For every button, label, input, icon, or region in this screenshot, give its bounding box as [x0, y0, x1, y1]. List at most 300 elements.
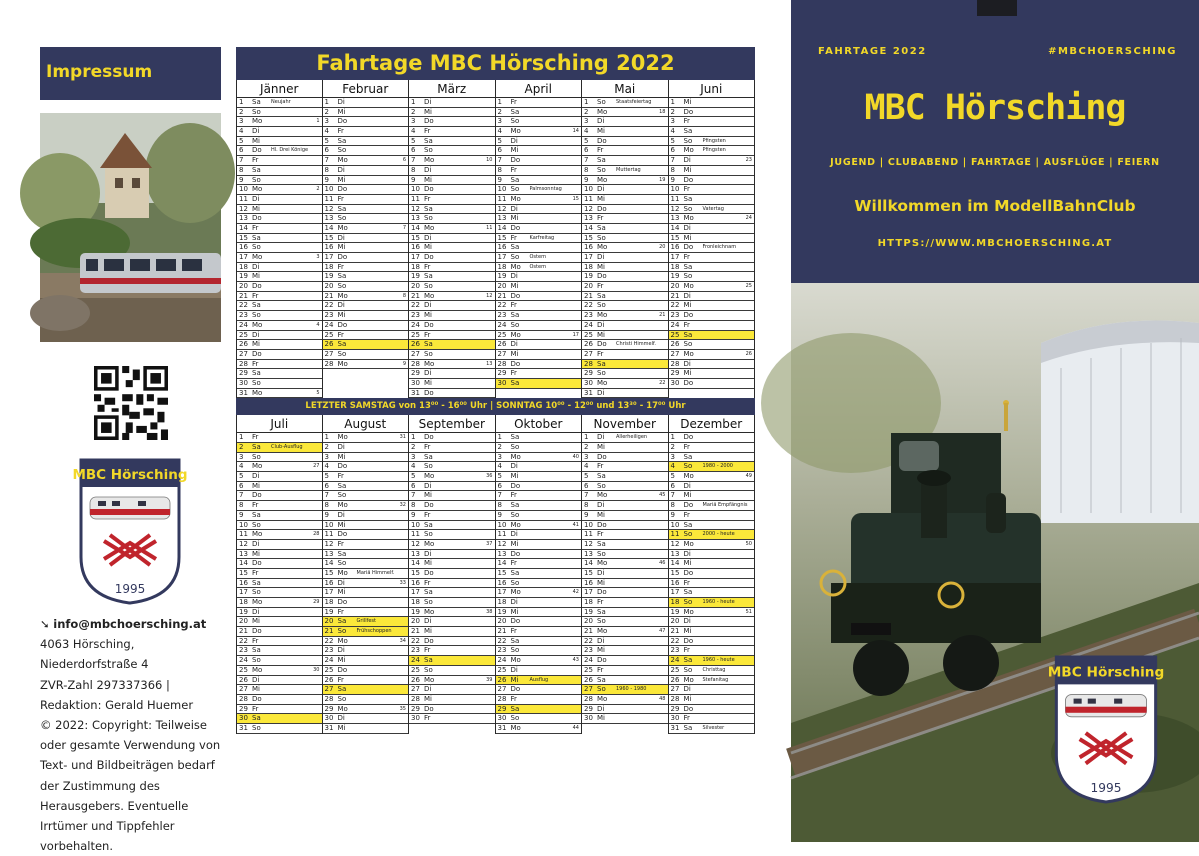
day-event: Stefanitag: [702, 676, 729, 683]
day-number: 13: [584, 214, 593, 223]
day-row: [237, 369, 322, 379]
day-row: [669, 156, 755, 166]
weekday: Fr: [337, 262, 344, 271]
weekday: Mi: [597, 510, 605, 519]
weekday: Di: [252, 127, 260, 136]
cover-hashtag: #MBCHOERSCHING: [1048, 46, 1177, 57]
day-number: 16: [584, 578, 593, 587]
weekday: Mo: [337, 291, 348, 300]
day-number: 2: [497, 107, 502, 116]
month-märz: [409, 80, 496, 398]
day-row: [582, 482, 668, 492]
weekday: So: [510, 714, 520, 723]
day-row: [323, 350, 409, 360]
weekday: Di: [252, 472, 260, 481]
day-event: Frühschoppen: [356, 628, 392, 635]
day-number: 22: [584, 301, 593, 310]
weekday: Mi: [252, 617, 260, 626]
day-row: [669, 166, 755, 176]
week-number: 27: [313, 463, 320, 470]
day-number: 8: [411, 165, 416, 174]
day-number: 21: [239, 291, 248, 300]
day-number: 16: [239, 578, 248, 587]
day-row: [669, 176, 755, 186]
day-number: 17: [584, 253, 593, 261]
weekday: Sa: [252, 578, 261, 587]
day-row: [582, 350, 668, 360]
day-number: 5: [239, 472, 244, 481]
day-row: [582, 550, 668, 560]
weekday: Mo: [252, 388, 263, 397]
day-number: 21: [584, 627, 593, 636]
weekday: Do: [683, 243, 694, 252]
day-number: 11: [497, 194, 507, 203]
day-row: [323, 166, 409, 176]
day-row: [496, 146, 582, 156]
weekday: Di: [424, 481, 432, 490]
day-number: 2: [411, 443, 416, 451]
day-row: [582, 340, 668, 350]
day-row: [323, 156, 409, 166]
day-number: 14: [584, 559, 593, 568]
day-number: 17: [239, 253, 248, 261]
day-number: 13: [497, 549, 507, 558]
weekday: Do: [683, 433, 694, 442]
day-number: 28: [670, 359, 680, 368]
day-number: 4: [497, 127, 502, 136]
weekday: Mi: [597, 646, 605, 655]
day-row: [582, 205, 668, 215]
weekday: So: [424, 214, 433, 223]
day-event: Allerheiligen: [616, 434, 648, 441]
day-row: [409, 462, 495, 472]
day-row: [409, 637, 495, 647]
day-row: [582, 379, 668, 389]
day-number: 11: [324, 194, 334, 203]
day-number: 6: [670, 481, 675, 490]
day-number: 20: [324, 282, 334, 291]
day-number: 6: [497, 481, 502, 490]
month-juni: [669, 80, 756, 398]
day-number: 13: [497, 214, 507, 223]
weekday: Mo: [252, 598, 263, 606]
week-number: 30: [313, 666, 320, 673]
weekday: Mo: [597, 627, 608, 636]
weekday: So: [683, 530, 693, 539]
day-row: [237, 234, 322, 244]
weekday: Sa: [510, 704, 520, 713]
weekday: Di: [510, 598, 518, 606]
weekday: Mo: [424, 675, 435, 684]
weekday: Mo: [337, 501, 348, 510]
day-number: 12: [411, 204, 420, 213]
day-row: [582, 443, 668, 453]
day-row: [669, 282, 755, 292]
weekday: So: [424, 146, 433, 155]
weekday: Do: [424, 568, 434, 577]
day-row: [237, 340, 322, 350]
day-row: [582, 117, 668, 127]
weekday: Mo: [424, 607, 435, 616]
weekday: Sa: [597, 156, 606, 165]
day-event: 1980 - 2000: [702, 463, 733, 470]
weekday: Di: [510, 340, 518, 349]
day-row: [323, 501, 409, 511]
day-row: [323, 462, 409, 472]
day-row: [669, 501, 755, 511]
day-row: [409, 292, 495, 302]
weekday: So: [424, 530, 433, 539]
day-row: [237, 569, 322, 579]
week-number: 45: [659, 492, 666, 499]
weekday: Do: [424, 253, 434, 261]
day-number: 22: [670, 636, 680, 645]
day-number: 18: [584, 262, 593, 271]
day-number: 28: [239, 694, 248, 703]
day-row: [669, 253, 755, 263]
day-row: [496, 646, 582, 656]
weekday: Do: [337, 185, 348, 194]
weekday: Di: [597, 388, 605, 397]
day-number: 12: [239, 204, 248, 213]
day-number: 8: [411, 501, 416, 510]
day-row: [582, 389, 668, 399]
day-number: 15: [670, 568, 680, 577]
day-number: 4: [670, 127, 675, 136]
day-number: 30: [411, 378, 420, 387]
day-number: 30: [584, 378, 593, 387]
weekday: Di: [683, 291, 691, 300]
weekday: So: [510, 185, 520, 194]
weekday: Sa: [252, 369, 261, 378]
day-row: [496, 559, 582, 569]
day-row: [496, 569, 582, 579]
weekday: Fr: [510, 491, 517, 500]
day-row: [237, 301, 322, 311]
contact-email[interactable]: info@mbchoersching.at: [53, 617, 207, 631]
day-number: 28: [411, 694, 420, 703]
day-number: 9: [239, 510, 244, 519]
day-row: [496, 530, 582, 540]
day-number: 18: [411, 262, 420, 271]
calendar-title: Fahrtage MBC Hörsching 2022: [236, 47, 755, 80]
day-row: [496, 205, 582, 215]
day-event: Mariä Empfängnis: [702, 502, 748, 509]
day-row: [323, 253, 409, 263]
day-number: 27: [324, 685, 334, 694]
day-row: [496, 253, 582, 263]
day-number: 18: [497, 262, 507, 271]
weekday: Mo: [510, 127, 521, 136]
day-row: [669, 146, 755, 156]
day-row: [237, 676, 322, 686]
weekday: Sa: [424, 588, 433, 597]
day-row: [496, 598, 582, 608]
day-number: 28: [584, 694, 593, 703]
day-row: [582, 243, 668, 253]
day-row: [582, 234, 668, 244]
day-row: [409, 579, 495, 589]
cover-url[interactable]: HTTPS://WWW.MBCHOERSCHING.AT: [877, 238, 1113, 249]
day-row: [409, 521, 495, 531]
day-row: [669, 243, 755, 253]
day-event: Pfingsten: [702, 137, 726, 144]
weekday: So: [424, 282, 433, 291]
weekday: Fr: [424, 646, 431, 655]
weekday: Mo: [337, 223, 348, 232]
day-row: [323, 443, 409, 453]
month-header: November: [582, 415, 668, 433]
day-row: [669, 579, 755, 589]
day-number: 29: [324, 704, 334, 713]
day-row: [669, 234, 755, 244]
weekday: Sa: [510, 107, 520, 116]
day-row: [582, 185, 668, 195]
weekday: Do: [597, 272, 607, 281]
day-number: 20: [497, 617, 507, 626]
weekday: Di: [252, 607, 260, 616]
day-row: [237, 530, 322, 540]
day-row: [409, 685, 495, 695]
day-number: 29: [497, 369, 507, 378]
week-number: 41: [572, 521, 579, 528]
week-number: 39: [486, 676, 493, 683]
day-row: [496, 491, 582, 501]
day-row: [409, 608, 495, 618]
day-row: [669, 491, 755, 501]
day-number: 7: [324, 491, 329, 500]
day-number: 11: [670, 530, 680, 539]
weekday: Mi: [252, 340, 260, 349]
day-row: [409, 588, 495, 598]
day-row: [669, 608, 755, 618]
day-row: [669, 521, 755, 531]
month-header: Dezember: [669, 415, 755, 433]
day-number: 4: [411, 462, 416, 471]
weekday: Di: [337, 165, 345, 174]
day-row: [237, 321, 322, 331]
weekday: Di: [337, 510, 345, 519]
day-number: 28: [497, 359, 507, 368]
day-number: 4: [411, 127, 416, 136]
weekday: Sa: [337, 549, 347, 558]
cover-panel: [791, 0, 1199, 842]
weekday: Mi: [424, 694, 432, 703]
day-number: 20: [497, 282, 507, 291]
weekday: Mo: [597, 175, 608, 184]
weekday: Sa: [683, 262, 693, 271]
day-number: 9: [584, 510, 589, 519]
day-row: [669, 108, 755, 118]
day-row: [669, 472, 755, 482]
week-number: 46: [659, 560, 666, 567]
cover-year-label: FAHRTAGE 2022: [818, 46, 927, 57]
weekday: Fr: [424, 262, 431, 271]
weekday: Mi: [510, 472, 519, 481]
weekday: Do: [683, 704, 694, 713]
day-row: [237, 511, 322, 521]
weekday: Fr: [424, 714, 431, 723]
day-number: 29: [411, 369, 420, 378]
day-event: Silvester: [702, 724, 725, 731]
day-row: [496, 637, 582, 647]
day-number: 17: [584, 588, 593, 597]
day-row: [669, 379, 755, 389]
day-number: 27: [497, 685, 507, 694]
day-row: [237, 253, 322, 263]
day-number: 16: [324, 578, 334, 587]
weekday: Mo: [424, 223, 435, 232]
weekday: Sa: [252, 510, 261, 519]
day-number: 3: [670, 452, 675, 461]
day-row: [496, 501, 582, 511]
weekday: Fr: [424, 330, 431, 339]
weekday: Sa: [683, 723, 693, 732]
day-number: 4: [324, 127, 329, 136]
day-number: 1: [239, 98, 244, 106]
day-row: [669, 617, 755, 627]
week-number: 31: [399, 434, 406, 441]
day-row: [323, 656, 409, 666]
cover-subtitle: JUGEND | CLUBABEND | FAHRTAGE | AUSFLÜGE | FEIERN: [830, 157, 1160, 168]
weekday: Do: [252, 694, 262, 703]
day-row: [496, 617, 582, 627]
day-number: 4: [239, 127, 244, 136]
weekday: Mo: [597, 243, 608, 252]
day-number: 5: [497, 136, 502, 145]
weekday: Fr: [510, 559, 517, 568]
month-dezember: [669, 415, 756, 733]
day-event: 1960 - heute: [702, 599, 735, 605]
day-row: [582, 472, 668, 482]
weekday: Mi: [597, 330, 605, 339]
weekday: So: [683, 136, 693, 145]
day-number: 6: [584, 146, 589, 155]
day-row: [409, 482, 495, 492]
day-number: 22: [324, 301, 334, 310]
day-row: [237, 137, 322, 147]
fahrtag-row: [669, 331, 755, 341]
day-number: 27: [670, 685, 680, 694]
qr-code[interactable]: [94, 366, 168, 440]
weekday: Mi: [424, 627, 432, 636]
day-row: [496, 214, 582, 224]
day-number: 19: [497, 272, 507, 281]
day-row: [323, 530, 409, 540]
weekday: Sa: [424, 452, 433, 461]
day-number: 6: [584, 481, 589, 490]
day-number: 10: [497, 185, 507, 194]
day-number: 12: [324, 204, 334, 213]
day-number: 9: [411, 175, 416, 184]
week-number: 42: [572, 589, 579, 596]
day-number: 20: [411, 617, 420, 626]
weekday: Di: [424, 617, 432, 626]
weekday: Mi: [683, 233, 692, 242]
weekday: Mo: [252, 185, 263, 194]
day-number: 15: [670, 233, 680, 242]
day-number: 26: [239, 675, 248, 684]
weekday: Di: [597, 636, 605, 645]
day-row: [409, 176, 495, 186]
day-row: [409, 501, 495, 511]
weekday: Di: [424, 549, 432, 558]
contact-email-row[interactable]: [40, 614, 230, 634]
day-number: 12: [497, 204, 507, 213]
week-number: 47: [659, 628, 666, 635]
weekday: Do: [510, 685, 521, 694]
day-number: 24: [324, 656, 334, 665]
day-row: [496, 311, 582, 321]
day-row: [323, 243, 409, 253]
day-number: 18: [584, 598, 593, 606]
day-row: [496, 472, 582, 482]
day-number: 14: [239, 223, 248, 232]
day-number: 1: [670, 98, 675, 106]
day-row: [582, 146, 668, 156]
day-number: 31: [411, 388, 420, 397]
day-number: 26: [497, 675, 507, 684]
day-event: Neujahr: [271, 99, 291, 105]
weekday: Do: [597, 656, 607, 665]
week-number: 51: [745, 608, 752, 615]
day-row: [496, 234, 582, 244]
day-row: [237, 98, 322, 108]
week-number: 26: [745, 350, 752, 357]
day-row: [496, 453, 582, 463]
day-number: 15: [239, 568, 248, 577]
weekday: So: [597, 301, 606, 310]
weekday: Mo: [597, 559, 608, 568]
day-number: 21: [670, 291, 680, 300]
weekday: Di: [337, 233, 345, 242]
day-number: 16: [497, 243, 507, 252]
weekday: So: [510, 646, 520, 655]
day-number: 10: [324, 185, 334, 194]
day-number: 19: [324, 272, 334, 281]
day-row: [582, 253, 668, 263]
day-row: [582, 282, 668, 292]
month-august: [323, 415, 410, 733]
day-row: [237, 331, 322, 341]
month-header: April: [496, 80, 582, 98]
day-row: [669, 360, 755, 370]
weekday: Do: [424, 185, 434, 194]
day-number: 19: [670, 607, 680, 616]
weekday: Do: [510, 359, 521, 368]
week-number: 1: [316, 118, 320, 125]
week-number: 10: [486, 157, 493, 164]
opening-hours-banner: LETZTER SAMSTAG von 13⁰⁰ - 16⁰⁰ Uhr | SONNTAG 10⁰⁰ - 12⁰⁰ und 13³⁰ - 17⁰⁰ Uhr: [236, 398, 755, 415]
weekday: Sa: [510, 501, 520, 510]
day-number: 19: [239, 272, 248, 281]
day-row: [496, 331, 582, 341]
weekday: Fr: [683, 117, 690, 126]
weekday: Do: [510, 223, 521, 232]
weekday: Mi: [337, 107, 346, 116]
day-row: [582, 321, 668, 331]
day-row: [582, 137, 668, 147]
week-number: 22: [659, 379, 666, 386]
weekday: Mo: [683, 146, 694, 155]
day-number: 19: [324, 607, 334, 616]
day-number: 29: [670, 369, 680, 378]
day-row: [669, 321, 755, 331]
weekday: Do: [424, 433, 434, 442]
weekday: Sa: [252, 165, 261, 174]
day-row: [582, 263, 668, 273]
day-number: 13: [411, 549, 420, 558]
